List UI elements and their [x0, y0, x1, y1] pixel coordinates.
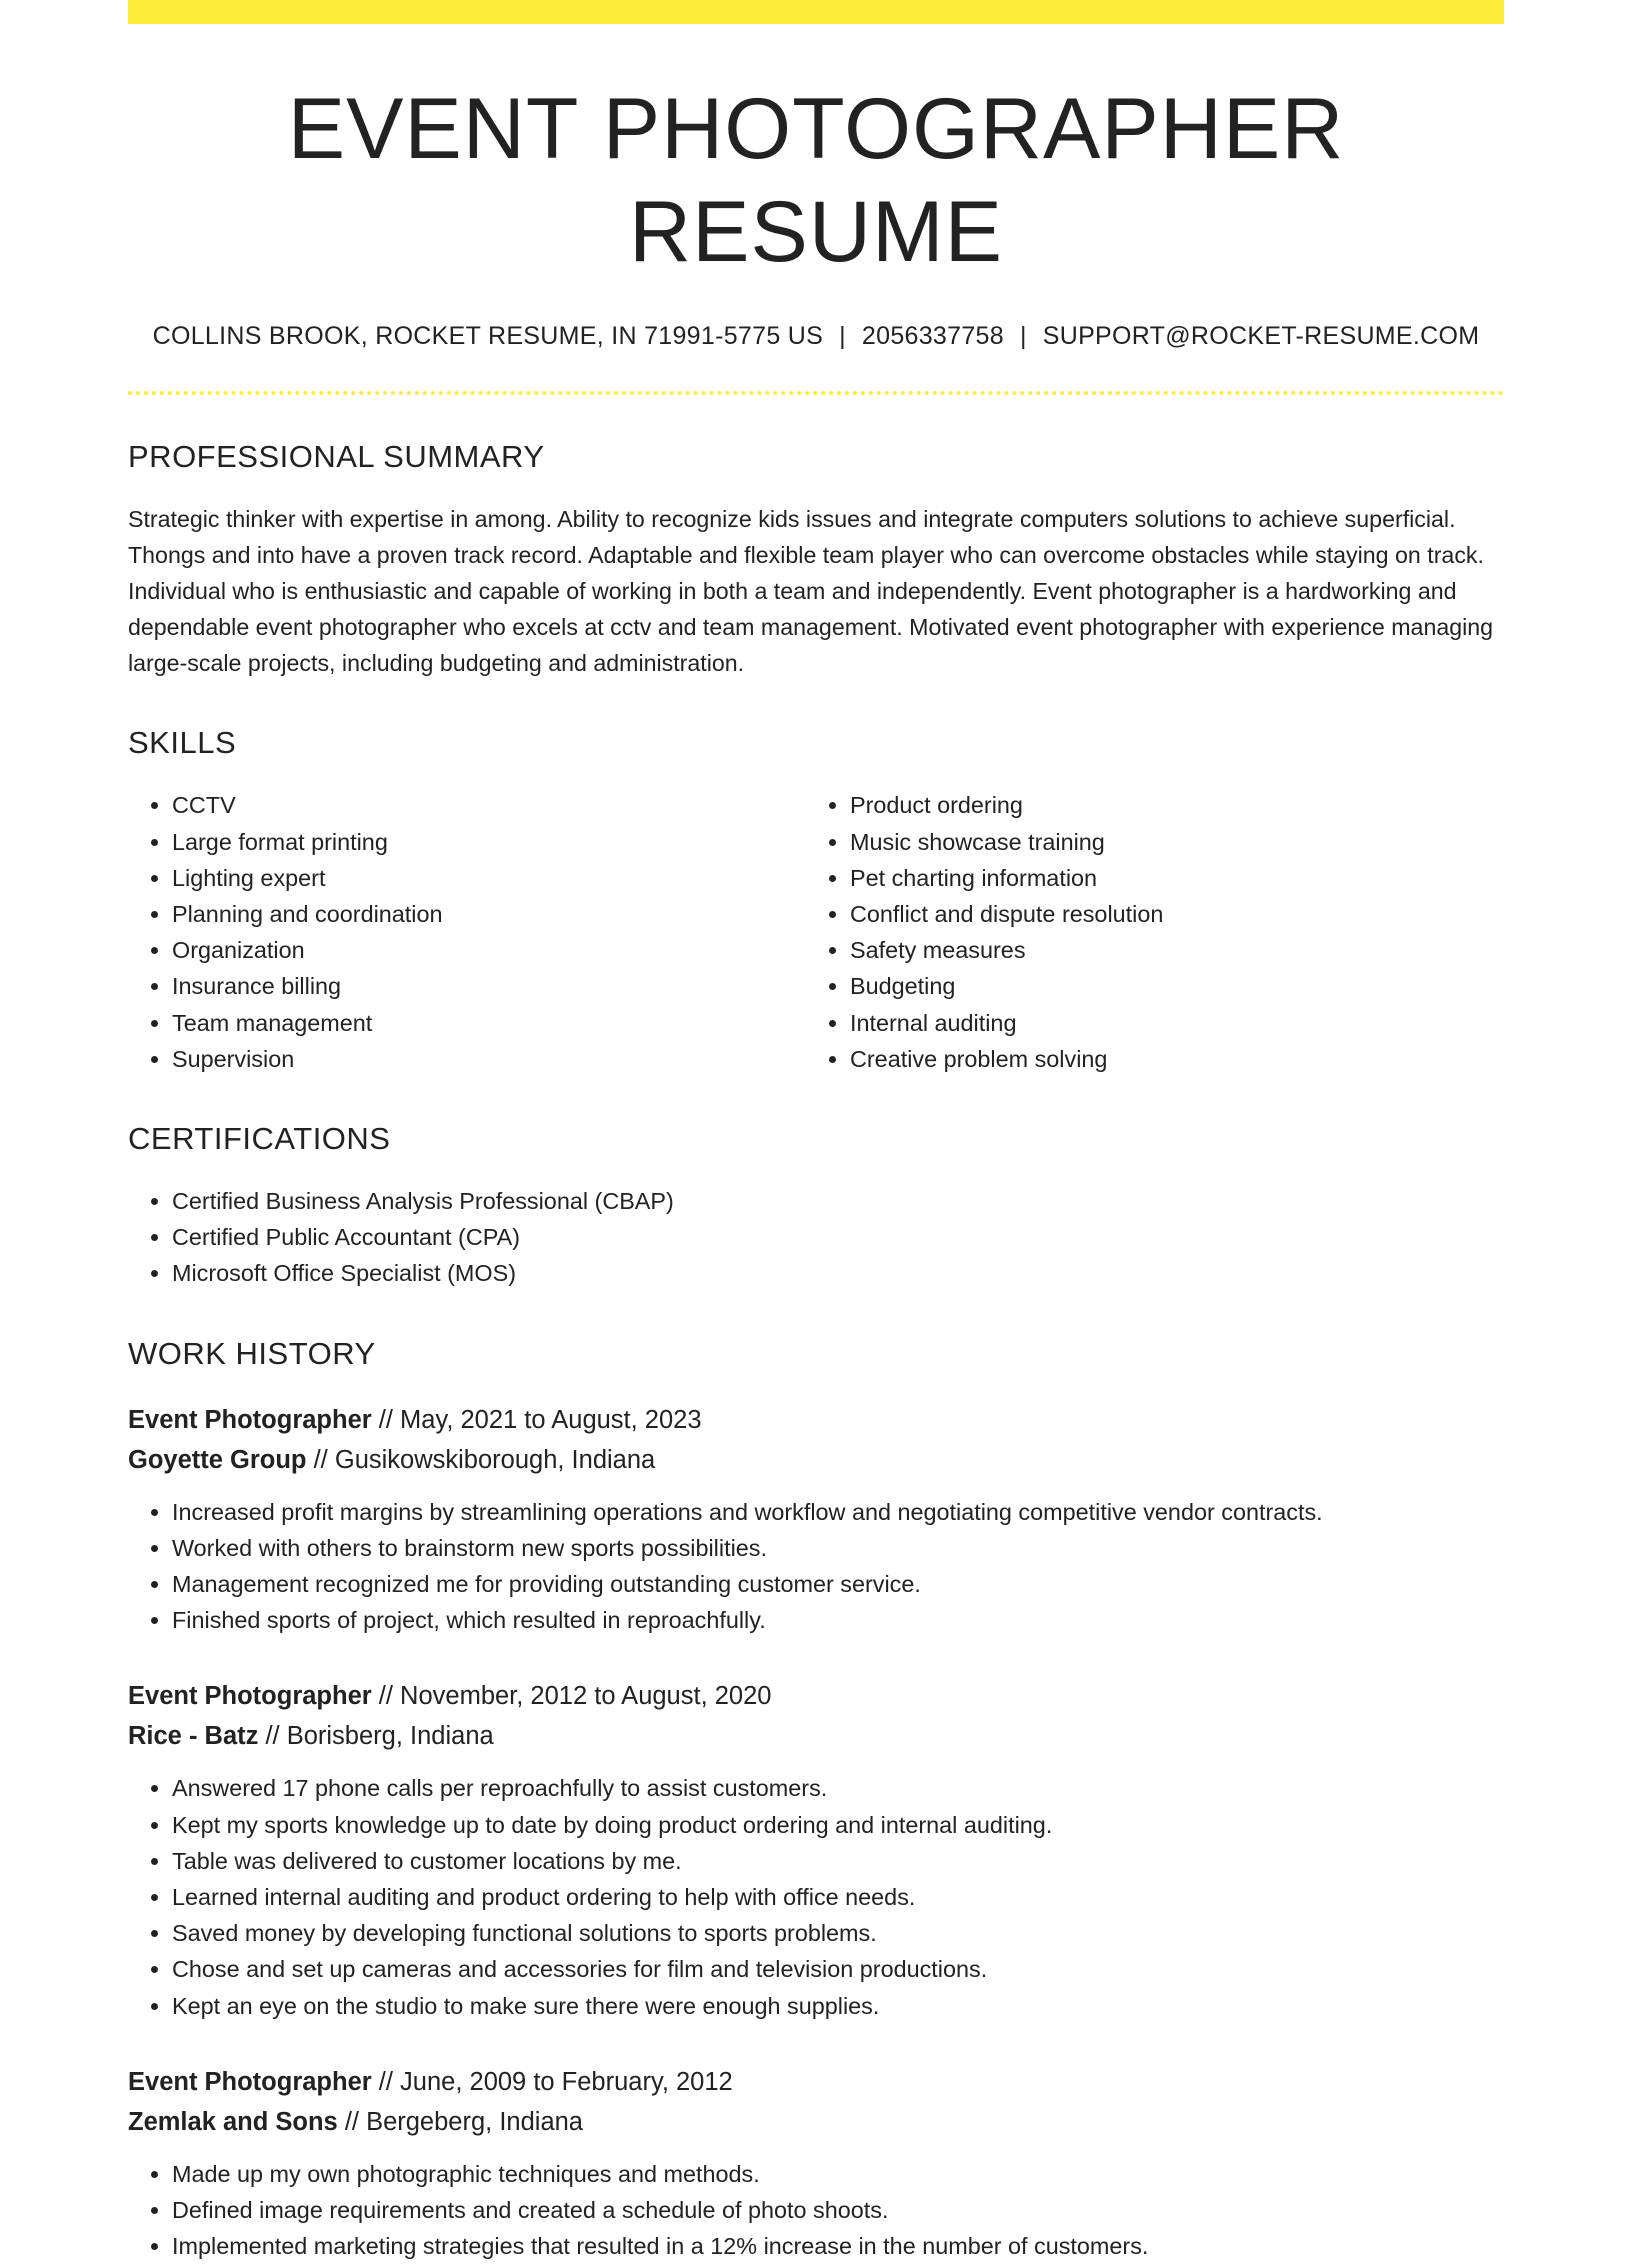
- skill-item: • CCTV: [172, 787, 806, 823]
- job-company: Goyette Group: [128, 1445, 307, 1474]
- resume-page: [128, 0, 1504, 2264]
- job-bullet: • Table was delivered to customer locations by me.: [172, 1843, 1504, 1879]
- dotted-divider: [128, 391, 1504, 395]
- job-bullet: • Kept an eye on the studio to make sure there were enough supplies.: [172, 1988, 1504, 2024]
- job-title-line: [128, 1400, 1504, 1440]
- job-location: // Borisberg, Indiana: [258, 1722, 494, 1751]
- job-company-line: [128, 2102, 1504, 2142]
- certifications-list: [128, 1183, 1504, 1292]
- job-bullet: • Worked with others to brainstorm new sports possibilities.: [172, 1530, 1504, 1566]
- summary-text: Strategic thinker with expertise in among. Ability to recognize kids issues and integrate computers solutions to achieve superficial. Thongs and into have a proven track record. Adaptable and flexible team player who can overcome obstacles while staying on track. Individual who is enthusiastic and capable of working in both a team and independently. Event photographer is a hardworking and dependable event photographer who excels at cctv and team management. Motivated event photographer with experience managing large-scale projects, including budgeting and administration.: [128, 506, 1494, 677]
- job-dates: // June, 2009 to February, 2012: [371, 2067, 733, 2096]
- job-bullets: [128, 1770, 1504, 2023]
- job-role: Event Photographer: [128, 1405, 372, 1434]
- contact-phone: 2056337758: [861, 322, 1004, 351]
- job-dates: // May, 2021 to August, 2023: [371, 1405, 702, 1434]
- job-company-line: [128, 1716, 1504, 1756]
- skill-item: • Insurance billing: [172, 968, 806, 1004]
- skills-column-left: [128, 787, 806, 1077]
- skill-item: • Creative problem solving: [850, 1041, 1163, 1077]
- job-title-line: [128, 1676, 1504, 1716]
- job-entry: [128, 2062, 1504, 2264]
- skills-heading: SKILLS: [128, 725, 237, 761]
- job-dates: // November, 2012 to August, 2020: [371, 1682, 772, 1711]
- skill-item: • Pet charting information: [850, 860, 1163, 896]
- skill-item: • Music showcase training: [850, 824, 1163, 860]
- contact-separator: |: [839, 322, 846, 351]
- skill-item: • Supervision: [172, 1041, 806, 1077]
- job-bullet: • Management recognized me for providing outstanding customer service.: [172, 1566, 1504, 1602]
- job-location: // Bergeberg, Indiana: [337, 2107, 583, 2136]
- skill-item: • Planning and coordination: [172, 896, 806, 932]
- job-bullet: • Increased profit margins by streamlining operations and workflow and negotiating competitive vendor contracts.: [172, 1494, 1504, 1530]
- skills-list: [128, 787, 1504, 1077]
- job-company: Zemlak and Sons: [128, 2107, 338, 2136]
- contact-email: SUPPORT@ROCKET-RESUME.COM: [1042, 322, 1480, 351]
- job-bullet: • Finished sports of project, which resulted in reproachfully.: [172, 1602, 1504, 1638]
- work-history-heading: WORK HISTORY: [128, 1335, 376, 1371]
- skill-item: • Large format printing: [172, 824, 806, 860]
- skill-item: • Internal auditing: [850, 1005, 1163, 1041]
- skill-item: • Budgeting: [850, 968, 1163, 1004]
- job-bullet: • Kept my sports knowledge up to date by doing product ordering and internal auditing.: [172, 1807, 1504, 1843]
- job-company-line: [128, 1440, 1504, 1480]
- job-entry: [128, 1676, 1504, 2023]
- job-bullet: • Chose and set up cameras and accessories for film and television productions.: [172, 1951, 1504, 1987]
- job-bullet: • Implemented marketing strategies that resulted in a 12% increase in the number of customers.: [172, 2228, 1504, 2264]
- skills-column-right: [806, 787, 1163, 1077]
- job-bullets: [128, 1494, 1504, 1639]
- skill-item: • Safety measures: [850, 932, 1163, 968]
- job-bullet: • Defined image requirements and created a schedule of photo shoots.: [172, 2192, 1504, 2228]
- certification-item: • Microsoft Office Specialist (MOS): [172, 1255, 1504, 1291]
- job-bullet: • Made up my own photographic techniques and methods.: [172, 2156, 1504, 2192]
- skill-item: • Team management: [172, 1005, 806, 1041]
- contact-line: [128, 322, 1504, 351]
- job-role: Event Photographer: [128, 2067, 372, 2096]
- job-bullet: • Learned internal auditing and product ordering to help with office needs.: [172, 1879, 1504, 1915]
- job-bullet: • Saved money by developing functional solutions to sports problems.: [172, 1915, 1504, 1951]
- skill-item: • Organization: [172, 932, 806, 968]
- certification-item: • Certified Public Accountant (CPA): [172, 1219, 1504, 1255]
- summary-heading: PROFESSIONAL SUMMARY: [128, 439, 545, 475]
- skill-item: • Lighting expert: [172, 860, 806, 896]
- job-location: // Gusikowskiborough, Indiana: [306, 1445, 656, 1474]
- job-title-line: [128, 2062, 1504, 2102]
- contact-separator: |: [1019, 322, 1027, 351]
- job-bullet: • Answered 17 phone calls per reproachfully to assist customers.: [172, 1770, 1504, 1806]
- top-accent-bar: [128, 0, 1504, 24]
- skill-item: • Product ordering: [850, 787, 1163, 823]
- skill-item: • Conflict and dispute resolution: [850, 896, 1163, 932]
- job-company: Rice - Batz: [128, 1722, 259, 1751]
- certifications-heading: CERTIFICATIONS: [128, 1121, 391, 1156]
- job-bullets: [128, 2156, 1504, 2264]
- certification-item: • Certified Business Analysis Professional (CBAP): [172, 1183, 1504, 1219]
- job-entry: [128, 1400, 1504, 1639]
- contact-address: COLLINS BROOK, ROCKET RESUME, IN 71991-5775 US: [152, 322, 824, 351]
- resume-title: EVENT PHOTOGRAPHER RESUME: [287, 81, 1345, 281]
- job-role: Event Photographer: [128, 1682, 372, 1711]
